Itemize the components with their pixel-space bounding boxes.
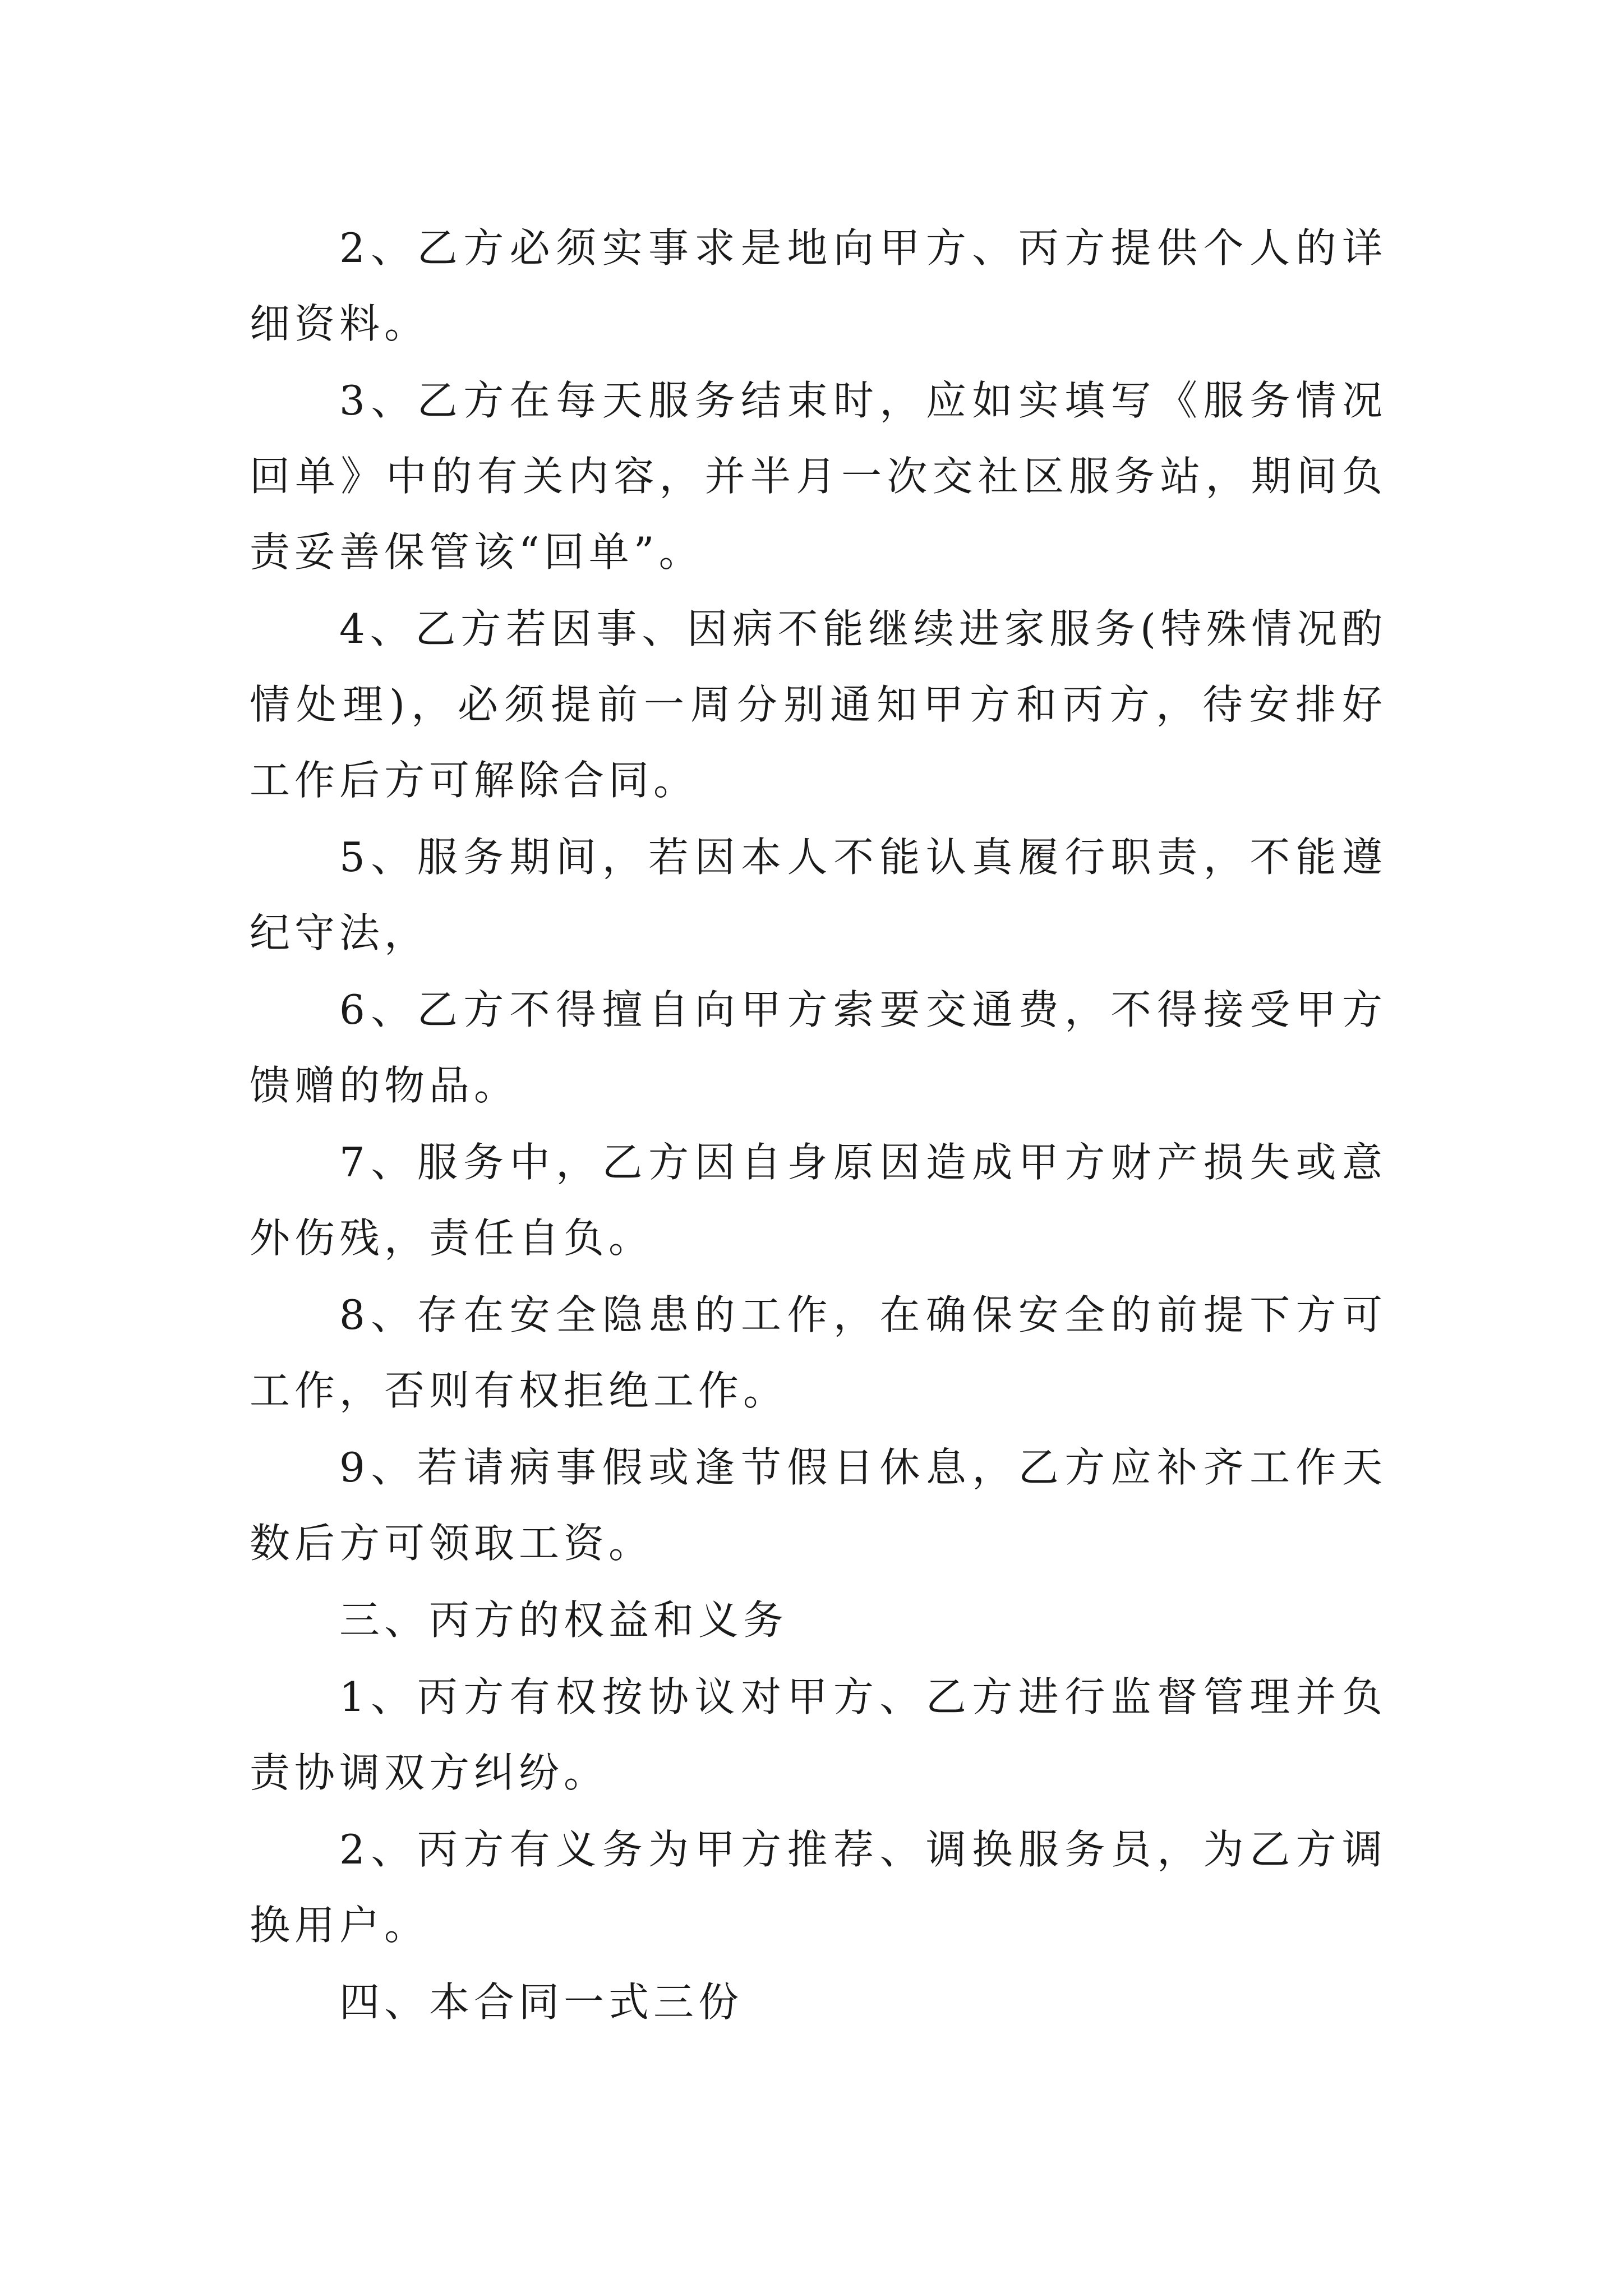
clause-paragraph: 6、乙方不得擅自向甲方索要交通费，不得接受甲方馈赠的物品。 — [250, 986, 1387, 1109]
section-heading: 三、丙方的权益和义务 — [339, 1596, 789, 1644]
clause-paragraph: 8、存在安全隐患的工作，在确保安全的前提下方可工作，否则有权拒绝工作。 — [250, 1291, 1387, 1414]
clause-paragraph: 2、丙方有义务为甲方推荐、调换服务员，为乙方调换用户。 — [250, 1826, 1387, 1949]
clause-paragraph: 5、服务期间，若因本人不能认真履行职责，不能遵纪守法， — [250, 834, 1387, 956]
section-heading: 四、本合同一式三份 — [339, 1978, 744, 2026]
clause-paragraph: 7、服务中，乙方因自身原因造成甲方财产损失或意外伤残，责任自负。 — [250, 1139, 1387, 1262]
clause-paragraph: 1、丙方有权按协议对甲方、乙方进行监督管理并负责协调双方纠纷。 — [250, 1673, 1387, 1796]
clause-paragraph: 9、若请病事假或逢节假日休息，乙方应补齐工作天数后方可领取工资。 — [250, 1444, 1387, 1567]
clause-paragraph: 3、乙方在每天服务结束时，应如实填写《服务情况回单》中的有关内容，并半月一次交社区服务站，期间负责妥善保管该“回单”。 — [250, 377, 1387, 576]
clause-paragraph: 4、乙方若因事、因病不能继续进家服务(特殊情况酌情处理)，必须提前一周分别通知甲方和丙方，待安排好工作后方可解除合同。 — [250, 605, 1387, 804]
document-body — [250, 210, 1387, 2041]
clause-paragraph: 2、乙方必须实事求是地向甲方、丙方提供个人的详细资料。 — [250, 224, 1387, 347]
